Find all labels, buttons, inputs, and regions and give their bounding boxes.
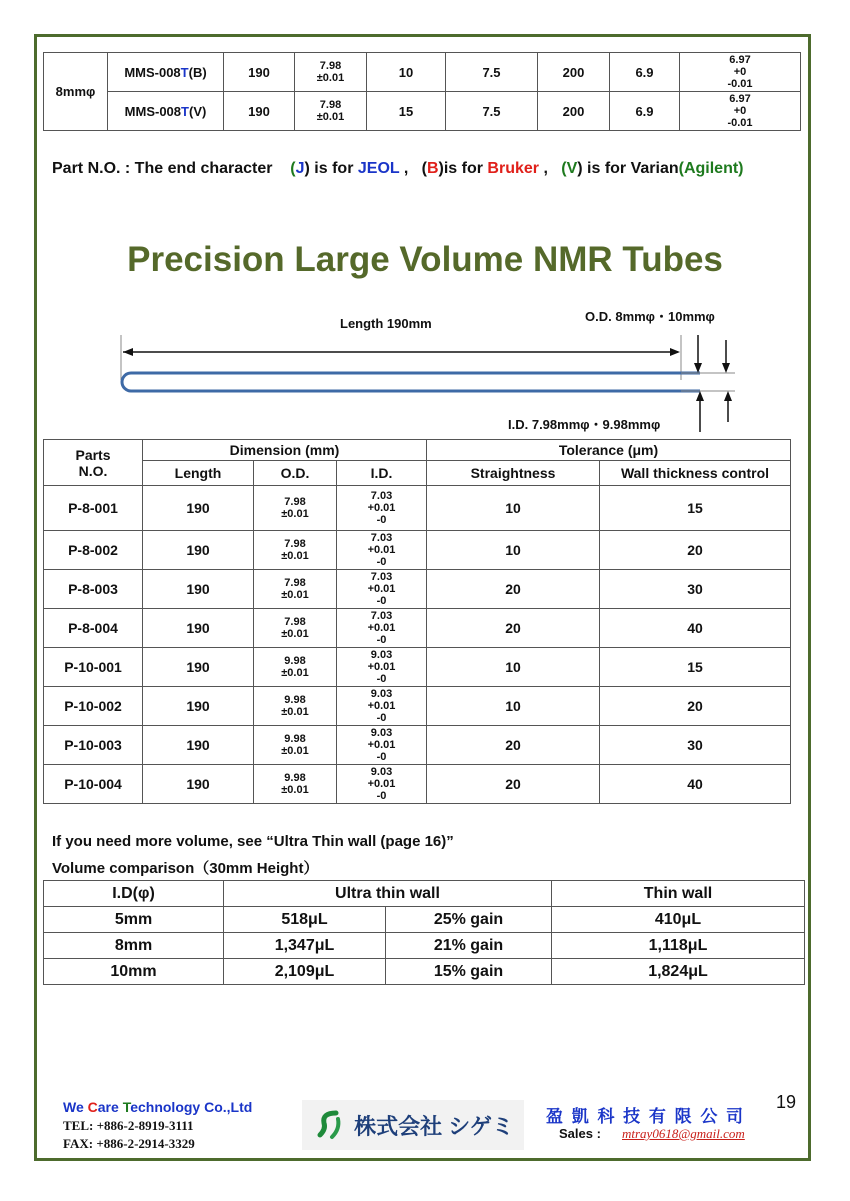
id-cell: 8mm xyxy=(44,933,224,959)
table-row xyxy=(44,609,791,648)
volume-table xyxy=(43,880,805,985)
part-number-cell: MMS-008T(B) xyxy=(108,53,224,92)
arrow-left-icon xyxy=(123,348,133,356)
ultra-thin-volume-cell: 2,109μL xyxy=(224,959,386,985)
id-cell: 7.03 +0.01 -0 xyxy=(337,609,427,648)
table-row xyxy=(44,531,791,570)
value-cell: 7.5 xyxy=(446,92,538,131)
od-cell: 7.98 ±0.01 xyxy=(254,531,337,570)
od-cell: 9.98 ±0.01 xyxy=(254,648,337,687)
id-cell: 5mm xyxy=(44,907,224,933)
straightness-cell: 20 xyxy=(427,570,600,609)
length-cell: 190 xyxy=(143,531,254,570)
id-cell: 9.03 +0.01 -0 xyxy=(337,765,427,804)
gain-cell: 21% gain xyxy=(386,933,552,959)
value-cell: 200 xyxy=(538,92,610,131)
id-cell: 9.03 +0.01 -0 xyxy=(337,648,427,687)
mms-tube-table xyxy=(43,52,801,131)
tolerance-cell: 6.97 +0 -0.01 xyxy=(680,92,801,131)
table-row xyxy=(44,933,805,959)
arrow-right-icon xyxy=(670,348,680,356)
shigemi-logo xyxy=(302,1100,524,1150)
arrow-up-icon xyxy=(724,391,732,401)
part-number-cell: P-10-004 xyxy=(44,765,143,804)
length-label: Length 190mm xyxy=(340,316,432,331)
length-cell: 190 xyxy=(143,486,254,531)
spec-table xyxy=(43,439,791,804)
id-cell: 10mm xyxy=(44,959,224,985)
value-cell: 10 xyxy=(367,53,446,92)
length-cell: 190 xyxy=(143,687,254,726)
part-number-cell: P-8-003 xyxy=(44,570,143,609)
od-cell: 9.98 ±0.01 xyxy=(254,726,337,765)
table-row xyxy=(44,726,791,765)
od-cell: 7.98 ±0.01 xyxy=(254,609,337,648)
id-cell: 7.03 +0.01 -0 xyxy=(337,486,427,531)
sales-label: Sales : xyxy=(559,1126,601,1141)
company-name: We Care Technology Co.,Ltd xyxy=(63,1099,253,1115)
wall-thickness-cell: 40 xyxy=(600,609,791,648)
length-cell: 190 xyxy=(143,765,254,804)
value-cell: 200 xyxy=(538,53,610,92)
table-row xyxy=(44,53,801,92)
wall-thickness-cell: 15 xyxy=(600,648,791,687)
length-cell: 190 xyxy=(224,53,295,92)
od-cell: 9.98 ±0.01 xyxy=(254,765,337,804)
id-cell: 7.03 +0.01 -0 xyxy=(337,570,427,609)
table-row xyxy=(44,92,801,131)
ultra-thin-volume-cell: 518μL xyxy=(224,907,386,933)
wall-thickness-cell: 30 xyxy=(600,726,791,765)
od-cell: 7.98 ±0.01 xyxy=(295,92,367,131)
part-number-cell: P-8-001 xyxy=(44,486,143,531)
id-label: I.D. 7.98mmφ・9.98mmφ xyxy=(508,417,661,432)
table-row xyxy=(44,648,791,687)
part-number-note: Part N.O. : The end character (J) is for JEOL , (B)is for Bruker , (V) is for Varian(Agilent) xyxy=(52,160,744,177)
straightness-cell: 20 xyxy=(427,726,600,765)
tube-outline xyxy=(122,373,700,391)
od-cell: 7.98 ±0.01 xyxy=(254,486,337,531)
part-number-cell: P-10-003 xyxy=(44,726,143,765)
tolerance-cell: 6.97 +0 -0.01 xyxy=(680,53,801,92)
table-header-row xyxy=(44,881,805,907)
wall-thickness-cell: 15 xyxy=(600,486,791,531)
part-number-cell: P-10-001 xyxy=(44,648,143,687)
arrow-down-icon xyxy=(722,363,730,373)
length-cell: 190 xyxy=(143,570,254,609)
straightness-cell: 20 xyxy=(427,609,600,648)
volume-caption: Volume comparison（30mm Height） xyxy=(52,860,319,877)
od-cell: 7.98 ±0.01 xyxy=(254,570,337,609)
page-title: Precision Large Volume NMR Tubes xyxy=(127,240,723,279)
thin-wall-header: Thin wall xyxy=(552,881,805,907)
length-header: Length xyxy=(143,461,254,486)
id-header: I.D. xyxy=(337,461,427,486)
sales-email-link[interactable]: mtray0618@gmail.com xyxy=(622,1126,745,1141)
wall-thickness-header: Wall thickness control xyxy=(600,461,791,486)
ultra-thin-header: Ultra thin wall xyxy=(224,881,552,907)
id-cell: 9.03 +0.01 -0 xyxy=(337,726,427,765)
table-row xyxy=(44,907,805,933)
table-row xyxy=(44,570,791,609)
table-header-row xyxy=(44,440,791,461)
wall-thickness-cell: 40 xyxy=(600,765,791,804)
straightness-cell: 10 xyxy=(427,486,600,531)
group-cell: 8mmφ xyxy=(44,53,108,131)
thin-wall-volume-cell: 1,118μL xyxy=(552,933,805,959)
length-cell: 190 xyxy=(143,609,254,648)
length-cell: 190 xyxy=(143,648,254,687)
table-row xyxy=(44,765,791,804)
value-cell: 6.9 xyxy=(610,92,680,131)
table-row xyxy=(44,687,791,726)
chinese-company-name: 盈 凱 科 技 有 限 公 司 xyxy=(546,1107,746,1126)
logo-text: 株式会社 シゲミ xyxy=(354,1113,514,1139)
table-header-row xyxy=(44,461,791,486)
dimension-header: Dimension (mm) xyxy=(143,440,427,461)
more-volume-note: If you need more volume, see “Ultra Thin wall (page 16)” xyxy=(52,833,454,850)
phone-number: TEL: +886-2-8919-3111 xyxy=(63,1118,194,1133)
page-number: 19 xyxy=(776,1092,797,1112)
od-header: O.D. xyxy=(254,461,337,486)
id-cell: 9.03 +0.01 -0 xyxy=(337,687,427,726)
part-number-cell: P-8-002 xyxy=(44,531,143,570)
thin-wall-volume-cell: 410μL xyxy=(552,907,805,933)
thin-wall-volume-cell: 1,824μL xyxy=(552,959,805,985)
straightness-cell: 10 xyxy=(427,531,600,570)
value-cell: 7.5 xyxy=(446,53,538,92)
id-cell: 7.03 +0.01 -0 xyxy=(337,531,427,570)
table-row xyxy=(44,486,791,531)
ultra-thin-volume-cell: 1,347μL xyxy=(224,933,386,959)
part-number-cell: P-10-002 xyxy=(44,687,143,726)
table-row xyxy=(44,959,805,985)
fax-number: FAX: +886-2-2914-3329 xyxy=(63,1136,195,1151)
wall-thickness-cell: 20 xyxy=(600,687,791,726)
length-cell: 190 xyxy=(143,726,254,765)
od-label: O.D. 8mmφ・10mmφ xyxy=(585,309,715,324)
logo-mark-icon xyxy=(312,1107,348,1143)
wall-thickness-cell: 20 xyxy=(600,531,791,570)
tolerance-header: Tolerance (μm) xyxy=(427,440,791,461)
gain-cell: 15% gain xyxy=(386,959,552,985)
value-cell: 15 xyxy=(367,92,446,131)
part-number-cell: MMS-008T(V) xyxy=(108,92,224,131)
straightness-cell: 10 xyxy=(427,648,600,687)
straightness-header: Straightness xyxy=(427,461,600,486)
id-header: I.D(φ) xyxy=(44,881,224,907)
od-cell: 7.98 ±0.01 xyxy=(295,53,367,92)
straightness-cell: 20 xyxy=(427,765,600,804)
wall-thickness-cell: 30 xyxy=(600,570,791,609)
gain-cell: 25% gain xyxy=(386,907,552,933)
od-cell: 9.98 ±0.01 xyxy=(254,687,337,726)
parts-header: Parts N.O. xyxy=(44,440,143,486)
length-cell: 190 xyxy=(224,92,295,131)
part-number-cell: P-8-004 xyxy=(44,609,143,648)
straightness-cell: 10 xyxy=(427,687,600,726)
value-cell: 6.9 xyxy=(610,53,680,92)
